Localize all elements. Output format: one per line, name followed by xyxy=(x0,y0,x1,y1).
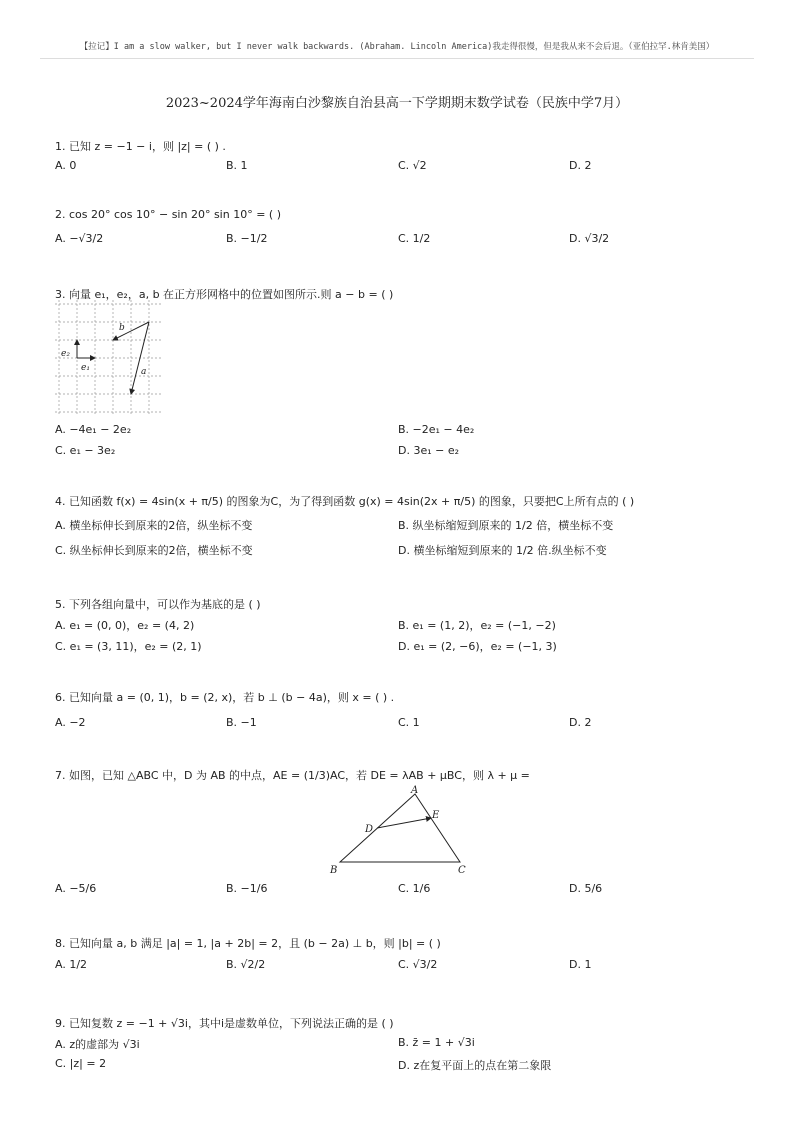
question-3-stem: 3. 向量 e₁，e₂，a, b 在正方形网格中的位置如图所示.则 a − b = ( ) xyxy=(55,288,394,301)
question-5-option-d[interactable]: D. e₁ = (2, −6)，e₂ = (−1, 3) xyxy=(398,640,557,653)
question-3-option-a[interactable]: A. −4e₁ − 2e₂ xyxy=(55,423,132,436)
question-2-option-d[interactable]: D. √3/2 xyxy=(569,232,610,245)
question-4-option-d[interactable]: D. 横坐标缩短到原来的 1/2 倍.纵坐标不变 xyxy=(398,544,607,557)
question-6-stem: 6. 已知向量 a = (0, 1)，b = (2, x)，若 b ⊥ (b − 4a)，则 x = ( ) . xyxy=(55,691,395,704)
question-5-option-b[interactable]: B. e₁ = (1, 2)，e₂ = (−1, −2) xyxy=(398,619,556,632)
question-1-option-b[interactable]: B. 1 xyxy=(226,159,248,172)
question-8-option-a[interactable]: A. 1/2 xyxy=(55,958,88,971)
question-8-option-b[interactable]: B. √2/2 xyxy=(226,958,266,971)
question-7-option-d[interactable]: D. 5/6 xyxy=(569,882,603,895)
question-8-stem: 8. 已知向量 a, b 满足 |a| = 1, |a + 2b| = 2，且 (b − 2a) ⊥ b，则 |b| = ( ) xyxy=(55,937,441,950)
question-7-option-b[interactable]: B. −1/6 xyxy=(226,882,268,895)
label-e1: e₁ xyxy=(81,363,90,373)
question-6-option-c[interactable]: C. 1 xyxy=(398,716,420,729)
question-4-stem: 4. 已知函数 f(x) = 4sin(x + π/5) 的图象为C，为了得到函数 g(x) = 4sin(2x + π/5) 的图象，只要把C上所有点的 ( ) xyxy=(55,495,635,508)
question-6-option-a[interactable]: A. −2 xyxy=(55,716,86,729)
question-8-option-c[interactable]: C. √3/2 xyxy=(398,958,438,971)
header-divider xyxy=(40,58,754,59)
question-1-option-c[interactable]: C. √2 xyxy=(398,159,427,172)
question-9-option-c[interactable]: C. |z| = 2 xyxy=(55,1057,107,1070)
point-d-label: D xyxy=(365,824,374,835)
question-2-option-a[interactable]: A. −√3/2 xyxy=(55,232,104,245)
question-1-stem: 1. 已知 z = −1 − i，则 |z| = ( ) . xyxy=(55,140,226,153)
label-e2: e₂ xyxy=(61,349,70,359)
question-2-option-b[interactable]: B. −1/2 xyxy=(226,232,268,245)
question-5-option-c[interactable]: C. e₁ = (3, 11)，e₂ = (2, 1) xyxy=(55,640,202,653)
question-4-option-a[interactable]: A. 横坐标伸长到原来的2倍，纵坐标不变 xyxy=(55,519,253,532)
question-9-option-a[interactable]: A. z的虚部为 √3i xyxy=(55,1038,140,1051)
vector-de xyxy=(377,818,431,828)
question-1-option-a[interactable]: A. 0 xyxy=(55,159,77,172)
question-7-option-a[interactable]: A. −5/6 xyxy=(55,882,97,895)
label-a: a xyxy=(141,367,147,377)
question-6-option-d[interactable]: D. 2 xyxy=(569,716,592,729)
question-6-option-b[interactable]: B. −1 xyxy=(226,716,257,729)
question-2-option-c[interactable]: C. 1/2 xyxy=(398,232,431,245)
point-c-label: C xyxy=(458,865,466,876)
question-9-option-d[interactable]: D. z在复平面上的点在第二象限 xyxy=(398,1059,552,1072)
question-5-stem: 5. 下列各组向量中，可以作为基底的是 ( ) xyxy=(55,598,261,611)
question-3-option-d[interactable]: D. 3e₁ − e₂ xyxy=(398,444,460,457)
question-4-option-b[interactable]: B. 纵坐标缩短到原来的 1/2 倍，横坐标不变 xyxy=(398,519,614,532)
question-9-option-b[interactable]: B. z̄ = 1 + √3i xyxy=(398,1036,475,1049)
question-4-option-c[interactable]: C. 纵坐标伸长到原来的2倍，横坐标不变 xyxy=(55,544,253,557)
label-b: b xyxy=(119,323,125,333)
question-7-triangle-figure xyxy=(325,784,475,876)
point-b-label: B xyxy=(330,865,338,876)
point-e-label: E xyxy=(432,810,440,821)
question-1-option-d[interactable]: D. 2 xyxy=(569,159,592,172)
question-3-option-c[interactable]: C. e₁ − 3e₂ xyxy=(55,444,116,457)
question-7-option-c[interactable]: C. 1/6 xyxy=(398,882,431,895)
page-title: 2023~2024学年海南白沙黎族自治县高一下学期期末数学试卷（民族中学7月） xyxy=(165,96,629,111)
question-3-option-b[interactable]: B. −2e₁ − 4e₂ xyxy=(398,423,475,436)
question-8-option-d[interactable]: D. 1 xyxy=(569,958,592,971)
point-a-label: A xyxy=(411,785,419,796)
question-5-option-a[interactable]: A. e₁ = (0, 0)，e₂ = (4, 2) xyxy=(55,619,195,632)
question-7-stem: 7. 如图，已知 △ABC 中，D 为 AB 的中点，AE = (1/3)AC，若 DE = λAB + μBC，则 λ + μ = xyxy=(55,769,530,782)
header-motto: 【拉记】I am a slow walker, but I never walk backwards. (Abraham. Lincoln America)我走得很慢，但是我从来不会后退。（亚伯拉罕.林肯美国） xyxy=(79,42,715,52)
question-3-grid-figure xyxy=(55,300,165,416)
question-9-stem: 9. 已知复数 z = −1 + √3i，其中i是虚数单位，下列说法正确的是 ( ) xyxy=(55,1017,394,1030)
vector-a xyxy=(131,322,149,394)
question-2-stem: 2. cos 20° cos 10° − sin 20° sin 10° = ( ) xyxy=(55,208,281,221)
